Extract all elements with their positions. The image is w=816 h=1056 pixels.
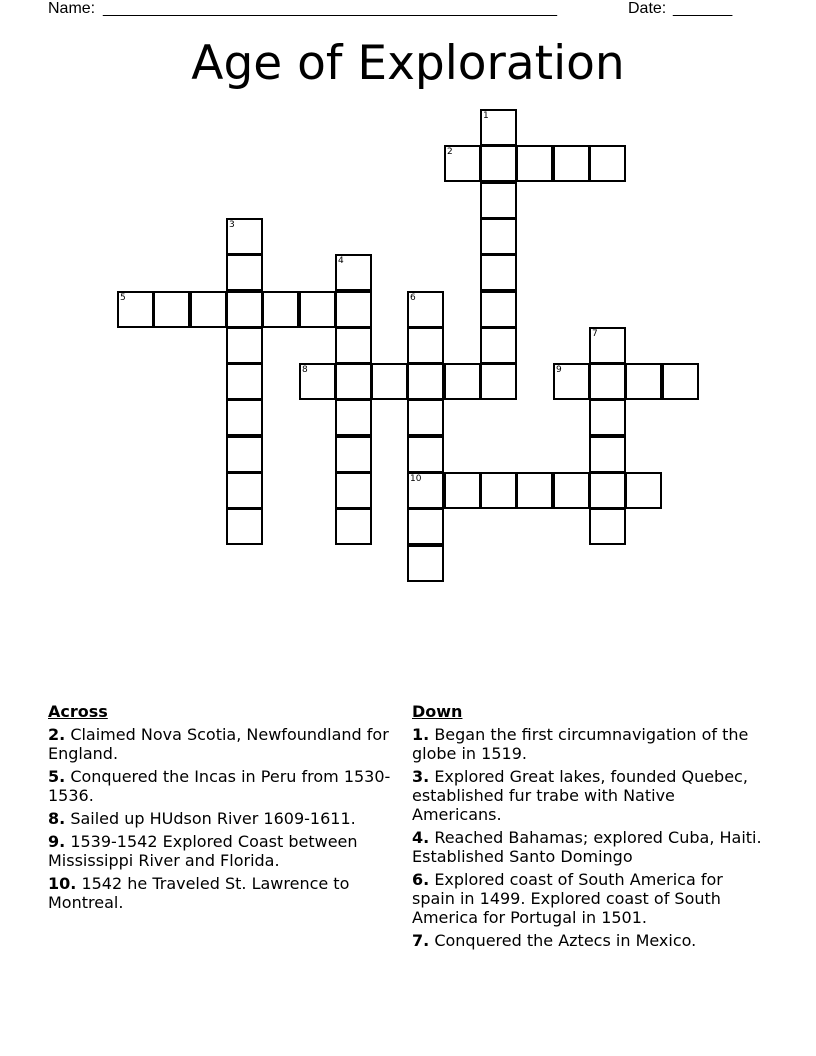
crossword-cell[interactable] (407, 508, 444, 545)
crossword-cell[interactable] (480, 363, 517, 400)
crossword-cell[interactable] (335, 436, 372, 473)
crossword-cell[interactable] (480, 472, 517, 509)
crossword-cell[interactable] (589, 327, 626, 364)
clue-text: Conquered the Aztecs in Mexico. (434, 931, 697, 950)
cell-number: 1 (483, 111, 489, 121)
crossword-cell[interactable] (226, 363, 263, 400)
crossword-cell[interactable] (407, 436, 444, 473)
clue-number: 2. (48, 725, 66, 744)
crossword-cell[interactable] (407, 363, 444, 400)
crossword-cell[interactable] (226, 291, 263, 328)
crossword-cell[interactable] (407, 545, 444, 582)
clue-number: 6. (412, 870, 430, 889)
crossword-cell[interactable] (625, 363, 662, 400)
crossword-cell[interactable] (589, 472, 626, 509)
date-label: Date: (628, 0, 667, 17)
cell-number: 9 (556, 365, 562, 375)
crossword-cell[interactable] (480, 327, 517, 364)
crossword-cell[interactable] (589, 363, 626, 400)
clue-across-9 (48, 832, 398, 870)
crossword-cell[interactable] (335, 291, 372, 328)
cell-number: 7 (592, 329, 598, 339)
crossword-cell[interactable] (589, 145, 626, 182)
clue-number: 4. (412, 828, 430, 847)
crossword-cell[interactable] (226, 436, 263, 473)
crossword-cell[interactable] (407, 399, 444, 436)
clue-number: 1. (412, 725, 430, 744)
crossword-cell[interactable] (117, 291, 154, 328)
crossword-cell[interactable] (480, 291, 517, 328)
crossword-cell[interactable] (153, 291, 190, 328)
puzzle-title: Age of Exploration (191, 36, 625, 91)
clue-number: 10. (48, 874, 77, 893)
across-clues (48, 702, 398, 916)
crossword-cell[interactable] (226, 508, 263, 545)
clue-number: 3. (412, 767, 430, 786)
crossword-cell[interactable] (335, 327, 372, 364)
clue-across-10 (48, 874, 398, 912)
clue-text: Explored coast of South America for spain in 1499. Explored coast of South America for Portugal in 1501. (412, 870, 723, 927)
clue-number: 9. (48, 832, 66, 851)
crossword-cell[interactable] (589, 436, 626, 473)
crossword-cell[interactable] (407, 472, 444, 509)
cell-number: 2 (447, 147, 453, 157)
crossword-cell[interactable] (299, 363, 336, 400)
cell-number: 5 (120, 293, 126, 303)
name-field-line[interactable]: ______________________________________________________ (103, 0, 557, 17)
cell-number: 10 (410, 474, 422, 484)
clue-number: 8. (48, 809, 66, 828)
crossword-cell[interactable] (371, 363, 408, 400)
crossword-cell[interactable] (553, 363, 590, 400)
cell-number: 4 (338, 256, 344, 266)
crossword-cell[interactable] (335, 399, 372, 436)
across-heading: Across (48, 702, 108, 721)
clue-down-4 (412, 828, 762, 866)
crossword-cell[interactable] (335, 254, 372, 291)
clue-down-1 (412, 725, 762, 763)
clue-number: 5. (48, 767, 66, 786)
crossword-cell[interactable] (444, 363, 481, 400)
crossword-cell[interactable] (226, 254, 263, 291)
crossword-cell[interactable] (589, 508, 626, 545)
down-clues (412, 702, 762, 954)
crossword-cell[interactable] (335, 363, 372, 400)
crossword-cell[interactable] (299, 291, 336, 328)
crossword-cell[interactable] (516, 145, 553, 182)
crossword-cell[interactable] (553, 472, 590, 509)
down-heading: Down (412, 702, 463, 721)
crossword-cell[interactable] (589, 399, 626, 436)
clue-text: Reached Bahamas; explored Cuba, Haiti. Established Santo Domingo (412, 828, 762, 866)
crossword-cell[interactable] (407, 327, 444, 364)
clue-across-8 (48, 809, 398, 828)
clue-across-5 (48, 767, 398, 805)
crossword-cell[interactable] (516, 472, 553, 509)
crossword-cell[interactable] (480, 182, 517, 219)
crossword-cell[interactable] (480, 145, 517, 182)
date-field-line[interactable]: _______ (673, 0, 732, 17)
crossword-cell[interactable] (480, 254, 517, 291)
crossword-cell[interactable] (480, 218, 517, 255)
cell-number: 3 (229, 220, 235, 230)
clue-text: Explored Great lakes, founded Quebec, established fur trabe with Native Americans. (412, 767, 748, 824)
crossword-cell[interactable] (553, 145, 590, 182)
clue-across-2 (48, 725, 398, 763)
crossword-cell[interactable] (444, 472, 481, 509)
crossword-cell[interactable] (407, 291, 444, 328)
crossword-cell[interactable] (226, 399, 263, 436)
crossword-cell[interactable] (190, 291, 227, 328)
crossword-cell[interactable] (226, 218, 263, 255)
clue-text: Conquered the Incas in Peru from 1530-1536. (48, 767, 391, 805)
clue-text: Sailed up HUdson River 1609-1611. (70, 809, 356, 828)
cell-number: 8 (302, 365, 308, 375)
crossword-cell[interactable] (335, 472, 372, 509)
clue-down-6 (412, 870, 762, 927)
clue-text: 1539-1542 Explored Coast between Mississippi River and Florida. (48, 832, 358, 870)
crossword-cell[interactable] (335, 508, 372, 545)
crossword-cell[interactable] (662, 363, 699, 400)
crossword-cell[interactable] (625, 472, 662, 509)
clue-down-7 (412, 931, 762, 950)
clue-text: Began the first circumnavigation of the globe in 1519. (412, 725, 749, 763)
cell-number: 6 (410, 293, 416, 303)
crossword-cell[interactable] (262, 291, 299, 328)
clue-text: 1542 he Traveled St. Lawrence to Montreal. (48, 874, 350, 912)
clue-down-3 (412, 767, 762, 824)
crossword-cell[interactable] (480, 109, 517, 146)
clue-number: 7. (412, 931, 430, 950)
crossword-cell[interactable] (226, 327, 263, 364)
name-label: Name: (48, 0, 96, 17)
clue-text: Claimed Nova Scotia, Newfoundland for England. (48, 725, 389, 763)
crossword-cell[interactable] (444, 145, 481, 182)
crossword-cell[interactable] (226, 472, 263, 509)
